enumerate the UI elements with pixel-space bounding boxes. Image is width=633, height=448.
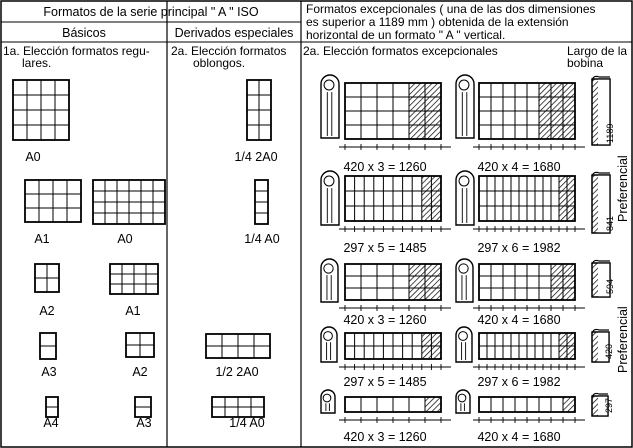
- exceptional-format: [473, 176, 585, 232]
- exceptional-format: [339, 264, 451, 311]
- col3-heading: 2a. Elección formatos excepcionales: [303, 44, 498, 58]
- derived-label: 1/4 A0: [229, 416, 265, 430]
- derived-grid-quarter-a0-land: [212, 397, 264, 417]
- basic-label: A3: [136, 416, 152, 430]
- basic-label: A4: [43, 416, 59, 430]
- format-grid: [212, 397, 264, 417]
- format-grid: [35, 264, 59, 292]
- exceptional-title-2: es superior a 1189 mm ) obtenida de la extensión: [306, 15, 569, 29]
- basic-grid-a0-land: [93, 180, 165, 224]
- derived-grid-half-2a0: [206, 334, 270, 358]
- exceptional-label: 420 x 3 = 1260: [343, 430, 427, 444]
- exceptional-label: 420 x 4 = 1680: [477, 160, 561, 174]
- exceptional-label: 297 x 6 = 1982: [477, 375, 561, 389]
- basicos-heading: Básicos: [62, 26, 106, 40]
- col1-heading-1: 1a. Elección formatos regu-: [3, 44, 150, 58]
- exceptional-label: 420 x 4 = 1680: [477, 313, 561, 327]
- derived-label: 1/4 2A0: [234, 150, 278, 164]
- basic-label: A1: [34, 232, 50, 246]
- basic-grid-a0: [13, 80, 69, 140]
- paper-roll: [456, 171, 474, 225]
- exceptional-title-3: horizontal de un formato " A " vertical.: [306, 28, 506, 42]
- format-grid: [40, 333, 56, 359]
- col2-heading-2: oblongos.: [193, 56, 246, 70]
- basic-label: A2: [39, 304, 55, 318]
- exceptional-format: [473, 397, 585, 423]
- format-grid: [247, 80, 271, 140]
- paper-roll: [321, 75, 339, 138]
- exceptional-format: [339, 83, 451, 150]
- exceptional-label: 420 x 3 = 1260: [343, 313, 427, 327]
- paper-roll: [456, 259, 473, 302]
- basic-grid-a3-land: [135, 397, 151, 417]
- bobina-heading-2: bobina: [567, 56, 604, 70]
- basic-grid-a3: [40, 333, 56, 359]
- exceptional-format: [339, 397, 451, 423]
- roll-length-label: 1189: [605, 123, 615, 143]
- series-a-title: Formatos de la serie principal " A " ISO: [43, 5, 259, 19]
- derived-grid-quarter-2a0: [247, 80, 271, 140]
- format-grid: [255, 180, 268, 224]
- exceptional-label: 297 x 5 = 1485: [343, 241, 427, 255]
- exceptional-label: 297 x 6 = 1982: [477, 241, 561, 255]
- derived-grid-quarter-a0: [255, 180, 268, 224]
- preferencial-label: Preferencial: [616, 155, 630, 222]
- derivados-heading: Derivados especiales: [174, 26, 294, 40]
- preferencial-label: Preferencial: [616, 306, 630, 373]
- exceptional-format: [473, 264, 585, 311]
- col1-heading-2: lares.: [22, 56, 52, 70]
- paper-roll: [321, 390, 335, 413]
- basic-grid-a4: [46, 397, 58, 417]
- format-grid: [110, 264, 158, 294]
- exceptional-format: [473, 333, 585, 370]
- exceptional-format: [339, 333, 451, 370]
- basic-label: A0: [117, 232, 133, 246]
- col2-heading-1: 2a. Elección formatos: [171, 44, 287, 58]
- format-grid: [206, 334, 270, 358]
- paper-roll: [456, 75, 474, 138]
- paper-roll: [456, 327, 472, 362]
- paper-roll: [321, 259, 338, 302]
- roll-length-label: 594: [605, 278, 615, 294]
- basic-grid-a2: [35, 264, 59, 292]
- format-grid: [135, 397, 151, 417]
- bobina-heading-1: Largo de la: [567, 44, 628, 58]
- basic-grid-a1-land: [110, 264, 158, 294]
- paper-roll: [456, 390, 470, 413]
- derived-label: 1/4 A0: [244, 232, 280, 246]
- exceptional-title-1: Formatos excepcionales ( una de las dos dimensiones: [306, 2, 596, 16]
- basic-grid-a2-land: [126, 333, 154, 357]
- format-grid: [13, 80, 69, 140]
- exceptional-label: 420 x 3 = 1260: [343, 160, 427, 174]
- exceptional-label: 420 x 4 = 1680: [477, 430, 561, 444]
- basic-grid-a1: [25, 180, 81, 222]
- roll-length-label: 297: [604, 397, 614, 413]
- format-grid: [126, 333, 154, 357]
- roll-length-label: 841: [605, 215, 615, 231]
- format-grid: [25, 180, 81, 222]
- format-grid: [93, 180, 165, 224]
- basic-label: A0: [25, 150, 41, 164]
- basic-label: A3: [41, 365, 57, 379]
- derived-label: 1/2 2A0: [215, 365, 259, 379]
- exceptional-label: 297 x 5 = 1485: [343, 375, 427, 389]
- exceptional-format: [339, 176, 451, 232]
- format-grid: [46, 397, 58, 417]
- exceptional-format: [473, 83, 585, 150]
- paper-roll: [321, 327, 337, 362]
- roll-length-label: 420: [604, 343, 614, 359]
- basic-label: A2: [132, 365, 148, 379]
- basic-label: A1: [125, 304, 141, 318]
- paper-roll: [321, 171, 339, 225]
